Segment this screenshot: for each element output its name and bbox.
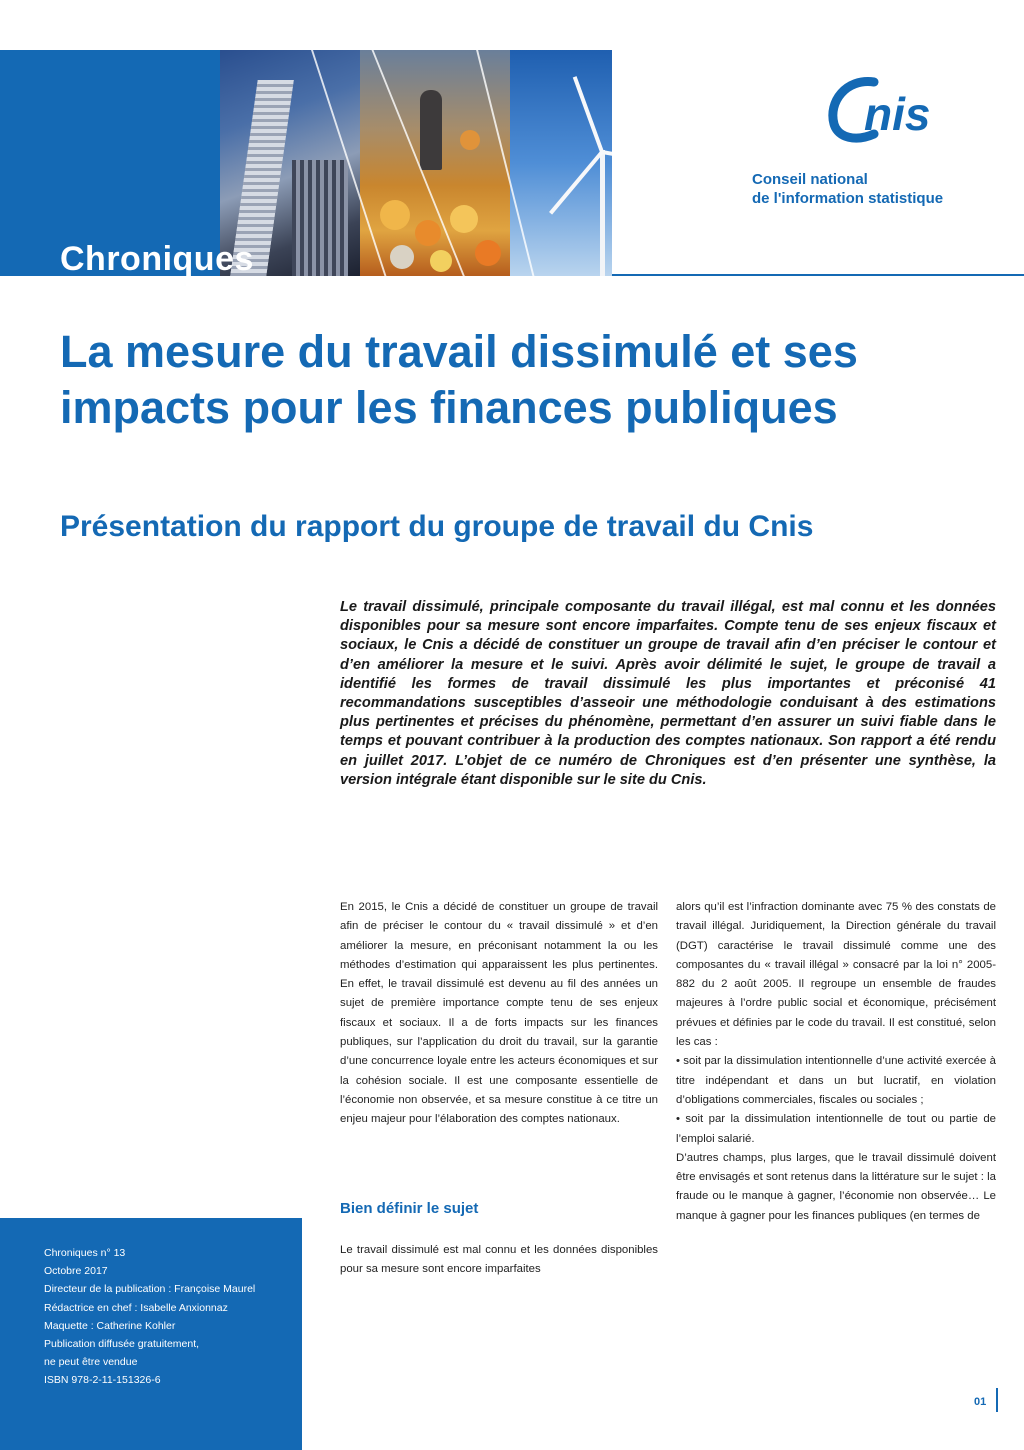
cnis-logo [826,72,976,152]
page-number-bar [996,1388,998,1412]
body-paragraph: Le travail dissimulé est mal connu et les données disponibles pour sa mesure sont encore imparfaites [340,1244,658,1276]
distribution-note-2: ne peut être vendue [44,1356,138,1369]
article-lead: Le travail dissimulé, principale composante du travail illégal, est mal connu et les données disponibles pour sa mesure sont encore imparfaites. Compte tenu de ses enjeux fiscaux et sociaux, le Cnis a décidé de constituer un groupe de travail afin d’en préciser le contour et d’en améliorer la mesure et le suivi. Après avoir délimité le sujet, le groupe de travail a identifié les formes de travail dissimulé les plus importantes et préconisé 41 recommandations susceptibles d’asseoir une méthodologie conduisant à des estimations plus pertinentes et précises du phénomène, permettant d’en assurer un suivi fiable dans le temps et pouvant contribuer à la production des comptes nationaux. Son rapport a été rendu en juillet 2017. L’objet de ce numéro de Chroniques est d’en présenter une synthèse, la version intégrale étant disponible sur le site du Cnis. [340,599,996,788]
header-rule [612,274,1024,276]
issue-date: Octobre 2017 [44,1265,108,1278]
bullet-item: • soit par la dissimulation intentionnelle de tout ou partie de l’emploi salarié. [676,1113,996,1145]
article-title: La mesure du travail dissimulé et ses impacts pour les finances publiques [60,326,858,433]
market-stall-photo [360,50,510,276]
issue-number: Chroniques n° 13 [44,1247,126,1259]
body-paragraph: D’autres champs, plus larges, que le travail dissimulé doivent être envisagés et sont retenus dans la littérature sur le sujet : la fraude ou le manque à gagner, l’économie non observée… Le manque à gagner pour les finances publiques (en termes de [676,1151,996,1222]
body-paragraph: En 2015, le Cnis a décidé de constituer un groupe de travail afin de préciser le contour du « travail dissimulé » et d’en améliorer la mesure, en préconisant notamment la ou les méthodes d’estimation qui apparaissent les plus pertinentes. En effet, le travail dissimulé est devenu au fil des années un sujet de première importance compte tenu de ses enjeux fiscaux et sociaux. Il a de forts impacts sur les finances publiques, sur l’application du droit du travail, sur la garantie d’une concurrence loyale entre les acteurs économiques et sur la cohésion sociale. Il est une composante essentielle de l’économie non observée, et sa mesure constitue à ce titre un enjeu majeur pour l’élaboration des comptes nationaux. [340,901,658,1126]
colophon [44,1244,255,1390]
svg-text:nis: nis [864,88,931,140]
series-label: Chroniques [60,240,254,278]
isbn: ISBN 978-2-11-151326-6 [44,1374,161,1387]
publication-director: Directeur de la publication : Françoise Maurel [44,1283,256,1296]
layout-credit: Maquette : Catherine Kohler [44,1319,176,1332]
article-subtitle: Présentation du rapport du groupe de travail du Cnis [60,510,814,543]
org-name [752,170,943,208]
editor-in-chief: Rédactrice en chef : Isabelle Anxionnaz [44,1301,228,1314]
header-photo-collage [220,50,612,276]
org-name-line2: de l'information statistique [752,190,944,207]
org-name-line1: Conseil national [752,171,868,188]
bullet-item: • soit par la dissimulation intentionnelle d’une activité exercée à titre indépendant et dans un but lucratif, en violation d’obligations commerciales, fiscales ou sociales ; [676,1055,996,1106]
page-number: 01 [974,1396,987,1408]
body-paragraph: alors qu’il est l’infraction dominante avec 75 % des constats de travail illégal. Juridiquement, la Direction générale du travail (DGT) caractérise le travail dissimulé comme une des composantes du « travail illégal » consacré par la loi n° 2005-882 du 2 août 2005. Il regroupe un ensemble de fraudes majeures à l’ordre public social et économique, précisément prévues et définies par le code du travail. Il est constitué, selon les cas : [676,901,996,1049]
distribution-note: Publication diffusée gratuitement, [44,1338,200,1351]
body-column-2 [676,898,996,1226]
section-heading: Bien définir le sujet [340,1200,479,1217]
